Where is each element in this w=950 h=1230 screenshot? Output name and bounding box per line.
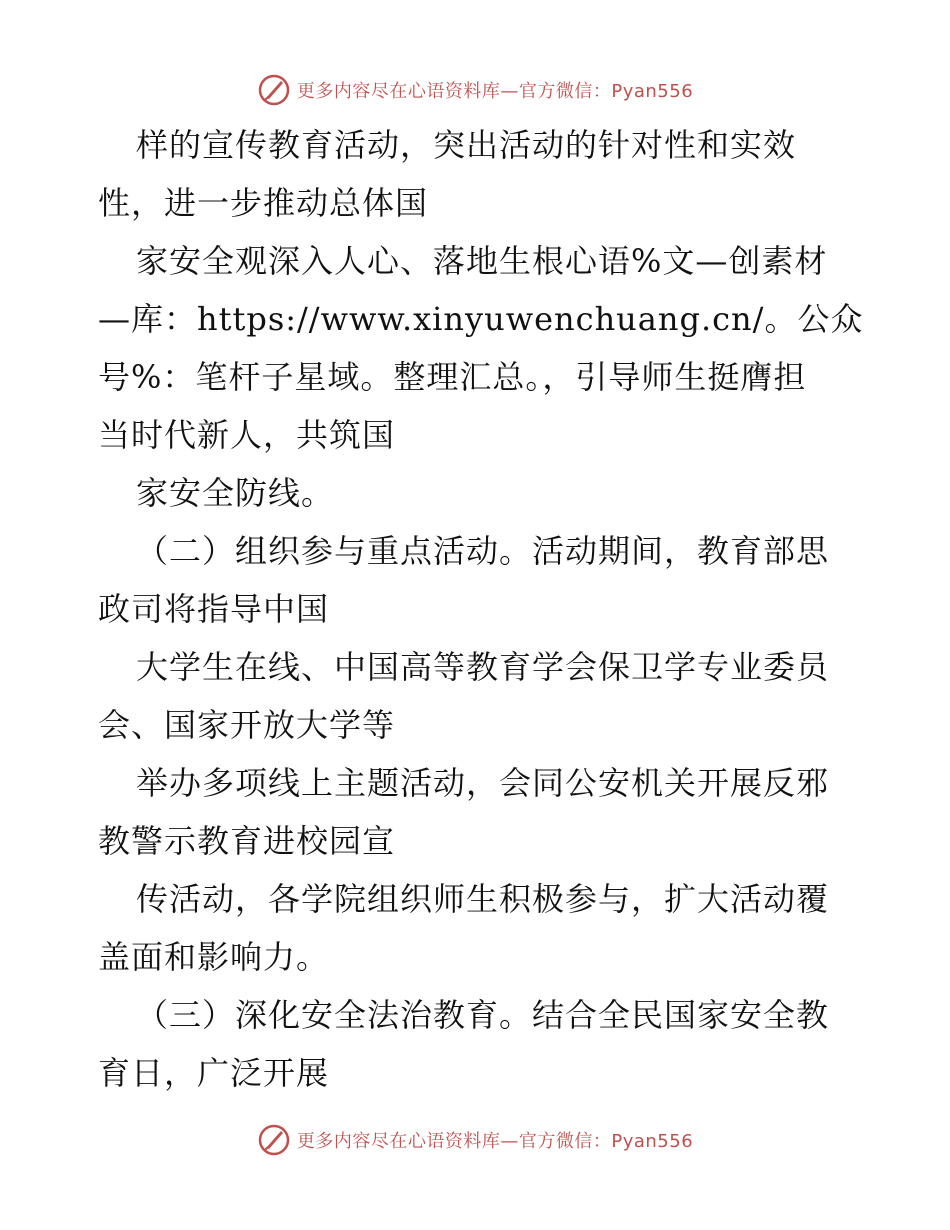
footer-banner (0, 1120, 950, 1160)
feather-quill-logo-icon (257, 73, 291, 107)
body-line: 样的宣传教育活动，突出活动的针对性和实效 (136, 126, 797, 164)
body-line: 政司将指导中国 (98, 590, 330, 628)
feather-quill-logo-icon (257, 1123, 291, 1157)
body-line: 举办多项线上主题活动，会同公安机关开展反邪 (136, 764, 830, 802)
header-banner-text: 更多内容尽在心语资料库—官方微信：Pyan556 (296, 81, 694, 102)
body-line: —库：https://www.xinyuwenchuang.cn/。公众 (98, 300, 864, 338)
body-line: 家安全防线。 (136, 474, 335, 512)
body-line: 号%：笔杆子星域。整理汇总。，引导师生挺膺担 (98, 358, 807, 396)
footer-banner-text: 更多内容尽在心语资料库—官方微信：Pyan556 (296, 1131, 694, 1152)
body-line: 当时代新人，共筑国 (98, 416, 396, 454)
body-line: （三）深化安全法治教育。结合全民国家安全教 (136, 996, 830, 1034)
document-body (98, 116, 864, 1102)
body-line: 会、国家开放大学等 (98, 706, 396, 744)
body-line: 教警示教育进校园宣 (98, 822, 396, 860)
header-banner (0, 70, 950, 110)
body-line: 盖面和影响力。 (98, 938, 330, 976)
body-line: 传活动，各学院组织师生积极参与，扩大活动覆 (136, 880, 830, 918)
body-line: 育日，广泛开展 (98, 1054, 330, 1092)
body-line: 家安全观深入人心、落地生根心语%文—创素材 (136, 242, 828, 280)
body-line: 性，进一步推动总体国 (98, 184, 429, 222)
body-line: 大学生在线、中国高等教育学会保卫学专业委员 (136, 648, 830, 686)
body-line: （二）组织参与重点活动。活动期间，教育部思 (136, 532, 830, 570)
